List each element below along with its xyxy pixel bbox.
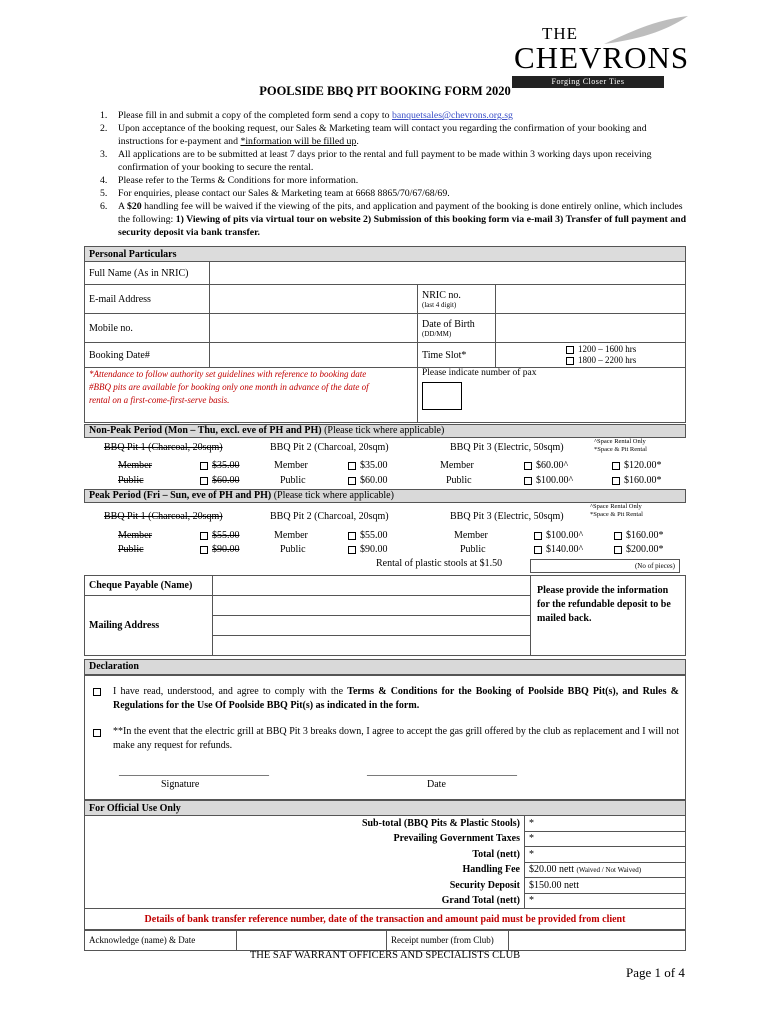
date-line[interactable]: ______________________________: [367, 766, 517, 777]
pit3-title: BBQ Pit 3 (Electric, 50sqm): [450, 511, 564, 522]
dob-sublabel: (DD/MM): [422, 329, 452, 338]
section-heading: Personal Particulars: [85, 247, 686, 262]
declaration-box: [84, 675, 686, 800]
pit2-public-rate[interactable]: $90.00: [348, 544, 388, 555]
checkbox[interactable]: [566, 346, 574, 354]
pit3-public-space-rate[interactable]: $100.00^: [524, 475, 573, 486]
non-peak-heading: Non-Peak Period (Mon – Thu, excl. eve of PH and PH) (Please tick where applicable): [84, 424, 686, 438]
nric-field[interactable]: [496, 285, 686, 314]
deposit-info: Please provide the information for the refundable deposit to be mailed back.: [531, 576, 686, 656]
acknowledge-label: Acknowledge (name) & Date: [85, 930, 237, 951]
pit3-public-label: Public: [460, 544, 486, 555]
pit2-public-label: Public: [280, 544, 306, 555]
grand-total-value[interactable]: *: [525, 893, 686, 909]
instruction-item: 4. Please refer to the Terms & Conditions for more information.: [100, 175, 359, 186]
pit3-member-label: Member: [440, 460, 474, 471]
page-number: Page 1 of 4: [626, 965, 685, 980]
pit2-public-label: Public: [280, 475, 306, 486]
bank-transfer-note: Details of bank transfer reference number, date of the transaction and amount paid must be provided from client: [85, 909, 686, 931]
security-deposit-label: Security Deposit: [85, 878, 525, 894]
pit1-public-rate[interactable]: $60.00: [200, 475, 240, 486]
instruction-item: 3. All applications are to be submitted at least 7 days prior to the rental and full payment to be made within 3 working days upon receiving confirmation of your booking to secure the rental.: [100, 149, 652, 173]
pit3-public-full-rate[interactable]: $200.00*: [614, 544, 664, 555]
email-field[interactable]: [210, 285, 418, 314]
signature-label: Signature: [161, 779, 200, 790]
receipt-label: Receipt number (from Club): [387, 930, 509, 951]
footer-club: THE SAF WARRANT OFFICERS AND SPECIALISTS CLUB: [249, 950, 521, 961]
total-value[interactable]: *: [525, 847, 686, 863]
slot-option-2[interactable]: 1800 – 2200 hrs: [566, 355, 681, 366]
signature-line[interactable]: ______________________________: [119, 766, 269, 777]
dob-label: Date of Birth: [422, 318, 475, 330]
acknowledge-table: [84, 929, 686, 951]
declaration-1-checkbox[interactable]: [93, 686, 105, 697]
peak-rates: [84, 503, 686, 575]
instructions-list: [100, 109, 692, 239]
stools-label: Rental of plastic stools at $1.50: [376, 558, 503, 569]
mobile-label: Mobile no.: [85, 314, 210, 343]
full-name-field[interactable]: [210, 262, 686, 285]
rate-legend: ^Space Rental Only *Space & Pit Rental: [594, 438, 647, 453]
instruction-item: 1. Please fill in and submit a copy of the completed form send a copy to banquetsales@chevrons.org.sg: [100, 110, 513, 121]
pit3-title: BBQ Pit 3 (Electric, 50sqm): [450, 442, 564, 453]
rate-legend: ^Space Rental Only *Space & Pit Rental: [590, 503, 643, 518]
non-peak-rates: [84, 438, 686, 488]
pit1-member-rate[interactable]: $35.00: [200, 460, 240, 471]
pit1-member-rate[interactable]: $55.00: [200, 530, 240, 541]
slot-option-1[interactable]: 1200 – 1600 hrs: [566, 344, 681, 355]
mailing-address-label: Mailing Address: [85, 596, 213, 656]
pit1-member-label: Member: [118, 460, 152, 471]
stools-field[interactable]: (No of pieces): [530, 559, 680, 573]
pit2-public-rate[interactable]: $60.00: [348, 475, 388, 486]
logo-tagline: Forging Closer Ties: [512, 76, 664, 88]
pit1-public-rate[interactable]: $90.00: [200, 544, 240, 555]
time-slot-label: Time Slot*: [418, 343, 496, 368]
mobile-field[interactable]: [210, 314, 418, 343]
pit1-member-label: Member: [118, 530, 152, 541]
full-name-label: Full Name (As in NRIC): [85, 262, 210, 285]
acknowledge-field[interactable]: [237, 930, 387, 951]
pit3-member-space-rate[interactable]: $100.00^: [534, 530, 583, 541]
pit3-member-full-rate[interactable]: $120.00*: [612, 460, 662, 471]
mailing-address-line[interactable]: [213, 596, 531, 616]
pit3-member-label: Member: [454, 530, 488, 541]
logo-the: THE: [542, 24, 579, 43]
pax-label: Please indicate number of pax: [422, 368, 537, 378]
mailing-address-line[interactable]: [213, 636, 531, 656]
instruction-item: 2. Upon acceptance of the booking request, our Sales & Marketing team will contact you regarding the confirmation of your booking and instructions for e-payment and *information will be filled up.: [100, 123, 647, 147]
pit1-public-label: Public: [118, 544, 144, 555]
taxes-label: Prevailing Government Taxes: [85, 831, 525, 847]
subtotal-label: Sub-total (BBQ Pits & Plastic Stools): [85, 816, 525, 832]
pit1-public-label: Public: [118, 475, 144, 486]
declaration-heading: Declaration: [84, 659, 686, 675]
cheque-payable-label: Cheque Payable (Name): [85, 576, 213, 596]
logo-name: CHEVRONS: [514, 40, 690, 75]
pit3-public-space-rate[interactable]: $140.00^: [534, 544, 583, 555]
handling-fee-value[interactable]: $20.00 nett (Waived / Not Waived): [525, 862, 686, 878]
nric-sublabel: (last 4 digit): [422, 300, 457, 309]
peak-heading: Peak Period (Fri – Sun, eve of PH and PH) (Please tick where applicable): [84, 489, 686, 503]
total-label: Total (nett): [85, 847, 525, 863]
booking-date-field[interactable]: [210, 343, 418, 368]
date-label: Date: [427, 779, 446, 790]
grand-total-label: Grand Total (nett): [85, 893, 525, 909]
pit2-member-rate[interactable]: $55.00: [348, 530, 388, 541]
cheque-table: [84, 575, 686, 656]
pit3-public-label: Public: [446, 475, 472, 486]
pit1-title: BBQ Pit 1 (Charcoal, 20sqm): [104, 511, 223, 522]
instruction-item: 5. For enquiries, please contact our Sales & Marketing team at 6668 8865/70/67/68/69.: [100, 188, 450, 199]
mailing-address-line[interactable]: [213, 616, 531, 636]
declaration-2-text: **In the event that the electric grill at BBQ Pit 3 breaks down, I agree to accept the gas grill offered by the club as replacement and I will not make any request for refunds.: [113, 726, 679, 751]
handling-fee-label: Handling Fee: [85, 862, 525, 878]
pit3-member-space-rate[interactable]: $60.00^: [524, 460, 568, 471]
checkbox[interactable]: [566, 357, 574, 365]
email-link[interactable]: banquetsales@chevrons.org.sg: [391, 110, 513, 121]
form-title: POOLSIDE BBQ PIT BOOKING FORM 2020: [259, 84, 511, 98]
receipt-field[interactable]: [509, 930, 686, 951]
security-deposit-value[interactable]: $150.00 nett: [525, 878, 686, 894]
pit3-member-full-rate[interactable]: $160.00*: [614, 530, 664, 541]
nric-label: NRIC no.: [422, 289, 461, 301]
instruction-item: 6. A $20 handling fee will be waived if the viewing of the pits, and application and payment of the booking is done entirely online, which includes the following: 1) Viewing of pits via virtual tour on website 2) Submission of this booking form via e-mail 3) Transfer of full payment and security deposit via bank transfer.: [100, 201, 687, 238]
pit1-title: BBQ Pit 1 (Charcoal, 20sqm): [104, 442, 223, 453]
pit2-member-rate[interactable]: $35.00: [348, 460, 388, 471]
chevrons-logo: [512, 14, 688, 84]
pit2-title: BBQ Pit 2 (Charcoal, 20sqm): [270, 511, 389, 522]
declaration-1-text: I have read, understood, and agree to comply with the Terms & Conditions for the Booking of Poolside BBQ Pit(s), and Rules & Regulations for the Use Of Poolside BBQ Pit(s) as indicated in the form.: [113, 686, 679, 711]
pit2-title: BBQ Pit 2 (Charcoal, 20sqm): [270, 442, 389, 453]
declaration-2-checkbox[interactable]: [93, 727, 105, 738]
pit2-member-label: Member: [274, 460, 308, 471]
official-heading: For Official Use Only: [85, 801, 686, 816]
subtotal-value[interactable]: *: [525, 816, 686, 832]
email-label: E-mail Address: [85, 285, 210, 314]
personal-particulars-table: [84, 246, 686, 423]
pit3-public-full-rate[interactable]: $160.00*: [612, 475, 662, 486]
booking-date-label: Booking Date#: [85, 343, 210, 368]
taxes-value[interactable]: *: [525, 831, 686, 847]
booking-note: *Attendance to follow authority set guidelines with reference to booking date #BBQ pits are available for booking only one month in advance of the date of rental on a first-come-first-serve basis.: [85, 368, 418, 423]
dob-field[interactable]: [496, 314, 686, 343]
pit2-member-label: Member: [274, 530, 308, 541]
cheque-payable-field[interactable]: [213, 576, 531, 596]
official-use-table: [84, 800, 686, 931]
pax-field[interactable]: [422, 382, 462, 410]
